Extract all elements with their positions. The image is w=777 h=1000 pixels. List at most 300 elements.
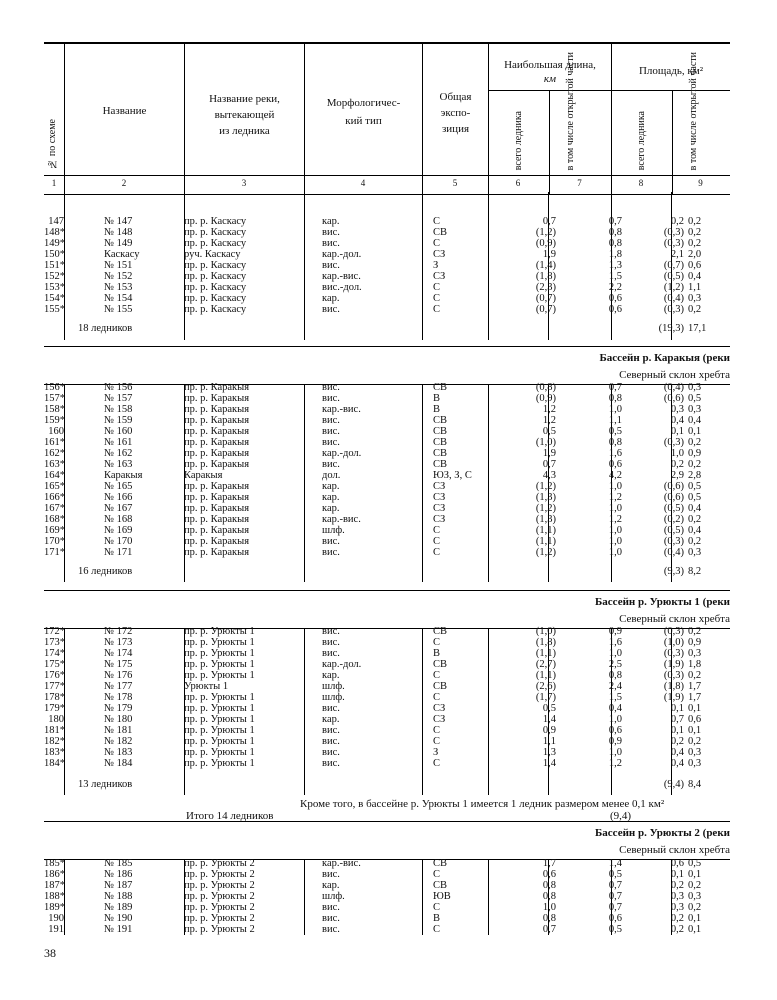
- row-number: 168*: [44, 514, 65, 525]
- exposure: С: [433, 293, 441, 304]
- length-total: (1,8): [535, 271, 556, 282]
- length-open: 1,0: [608, 536, 622, 547]
- length-total: 1,9: [542, 448, 556, 459]
- area-open: 1,7: [688, 692, 702, 703]
- length-total: 0,6: [542, 869, 556, 880]
- exposure: В: [433, 404, 441, 415]
- total-area: (19,3): [658, 323, 684, 334]
- area-open: 0,3: [688, 648, 702, 659]
- header-area-total: всего ледника: [636, 110, 647, 170]
- basin-title: Бассейн р. Урюкты 2 (реки: [595, 827, 730, 839]
- area-open: 0,9: [688, 448, 702, 459]
- length-open: 0,6: [608, 304, 622, 315]
- area-open: 1,1: [688, 282, 702, 293]
- exposure: С: [433, 692, 441, 703]
- table-row: [44, 216, 730, 227]
- glacier-name: № 155: [104, 304, 133, 315]
- length-open: 1,2: [608, 492, 622, 503]
- morph-type: кар.: [322, 492, 340, 503]
- glacier-name: № 161: [104, 437, 133, 448]
- header-exposure-line2: экспо-: [440, 107, 471, 119]
- glacier-name: № 169: [104, 525, 133, 536]
- morph-type: кар.: [322, 216, 340, 227]
- exposure: СЗ: [433, 514, 446, 525]
- exposure: СЗ: [433, 271, 446, 282]
- row-number: 156*: [44, 382, 65, 393]
- glacier-name: № 165: [104, 481, 133, 492]
- river-name: пр. р. Каскасу: [184, 260, 247, 271]
- length-open: 0,5: [608, 426, 622, 437]
- morph-type: вис.: [322, 547, 340, 558]
- basin-title: Бассейн р. Каракыя (реки: [599, 352, 730, 364]
- glacier-name: № 151: [104, 260, 133, 271]
- table-row: [44, 681, 730, 692]
- length-total: (2,7): [535, 659, 556, 670]
- exposure: З: [433, 260, 439, 271]
- length-total: 0,8: [542, 891, 556, 902]
- exposure: С: [433, 758, 441, 769]
- area-total: (1,2): [663, 282, 684, 293]
- row-number: 159*: [44, 415, 65, 426]
- length-total: (1,1): [535, 525, 556, 536]
- row-number: 189*: [44, 902, 65, 913]
- glacier-name: № 173: [104, 637, 133, 648]
- river-name: пр. р. Урюкты 2: [184, 924, 255, 935]
- river-name: пр. р. Каракыя: [184, 448, 250, 459]
- morph-type: шлф.: [322, 891, 345, 902]
- length-open: 0,7: [608, 902, 622, 913]
- length-open: 1,0: [608, 547, 622, 558]
- table-row: [44, 260, 730, 271]
- area-open: 0,3: [688, 293, 702, 304]
- length-total: (0,9): [535, 393, 556, 404]
- row-number: 191: [48, 924, 64, 935]
- exposure: СВ: [433, 437, 448, 448]
- exposure: СЗ: [433, 481, 446, 492]
- length-open: 1,2: [608, 758, 622, 769]
- row-number: 186*: [44, 869, 65, 880]
- river-name: пр. р. Каракыя: [184, 415, 250, 426]
- area-open: 0,3: [688, 758, 702, 769]
- morph-type: вис.: [322, 648, 340, 659]
- river-name: пр. р. Урюкты 2: [184, 869, 255, 880]
- morph-type: вис.: [322, 747, 340, 758]
- length-open: 0,8: [608, 670, 622, 681]
- area-total: 0,6: [670, 858, 684, 869]
- area-open: 0,2: [688, 437, 702, 448]
- river-name: пр. р. Каракыя: [184, 547, 250, 558]
- river-name: пр. р. Каскасу: [184, 282, 247, 293]
- exposure: С: [433, 536, 441, 547]
- length-total: 0,7: [542, 459, 556, 470]
- page-number: 38: [44, 946, 56, 960]
- glacier-name: № 190: [104, 913, 133, 924]
- total-label: 18 ледников: [78, 323, 133, 334]
- length-total: (1,1): [535, 670, 556, 681]
- total-area: (9,4): [663, 779, 684, 790]
- morph-type: кар.-дол.: [322, 659, 362, 670]
- row-number: 158*: [44, 404, 65, 415]
- section-rule: [44, 590, 730, 591]
- glacier-name: № 159: [104, 415, 133, 426]
- table-row: [44, 536, 730, 547]
- table-section: [44, 859, 730, 935]
- area-total: (0,3): [663, 626, 684, 637]
- length-open: 1,0: [608, 481, 622, 492]
- table-row: [44, 736, 730, 747]
- glacier-name: № 152: [104, 271, 133, 282]
- table-row: [44, 547, 730, 558]
- area-open: 0,3: [688, 747, 702, 758]
- header-name-label: Название: [102, 105, 147, 117]
- table-row: [44, 692, 730, 703]
- header-length-unit: км: [543, 73, 557, 85]
- exposure: С: [433, 902, 441, 913]
- glacier-name: № 185: [104, 858, 133, 869]
- morph-type: кар.: [322, 670, 340, 681]
- length-open: 1,0: [608, 404, 622, 415]
- glacier-name: № 160: [104, 426, 133, 437]
- header-col-number: [44, 44, 64, 194]
- glacier-name: № 153: [104, 282, 133, 293]
- area-total: (0,3): [663, 304, 684, 315]
- river-name: пр. р. Каскасу: [184, 227, 247, 238]
- length-open: 1,0: [608, 747, 622, 758]
- exposure: С: [433, 216, 441, 227]
- row-number: 165*: [44, 481, 65, 492]
- river-name: пр. р. Урюкты 1: [184, 747, 255, 758]
- length-total: (2,3): [535, 282, 556, 293]
- area-total: 0,1: [670, 725, 684, 736]
- row-number: 161*: [44, 437, 65, 448]
- morph-type: кар.: [322, 293, 340, 304]
- morph-type: вис.: [322, 924, 340, 935]
- river-name: пр. р. Каракыя: [184, 492, 250, 503]
- row-number: 174*: [44, 648, 65, 659]
- exposure: СВ: [433, 426, 448, 437]
- river-name: пр. р. Каракыя: [184, 536, 250, 547]
- table-row: [44, 758, 730, 769]
- glacier-name: № 181: [104, 725, 133, 736]
- morph-type: вис.: [322, 736, 340, 747]
- area-total: 2,1: [670, 249, 684, 260]
- area-open: 0,1: [688, 924, 702, 935]
- header-morph-line2: кий тип: [345, 115, 382, 127]
- river-name: пр. р. Урюкты 1: [184, 758, 255, 769]
- exposure: СВ: [433, 382, 448, 393]
- length-total: 1,9: [542, 249, 556, 260]
- river-name: пр. р. Урюкты 1: [184, 670, 255, 681]
- area-total: (0,4): [663, 382, 684, 393]
- table-row: [44, 714, 730, 725]
- table-row: [44, 481, 730, 492]
- length-total: 0,7: [542, 924, 556, 935]
- total-area: (9,3): [663, 566, 684, 577]
- row-number: 187*: [44, 880, 65, 891]
- area-open: 0,4: [688, 525, 702, 536]
- glacier-name: № 148: [104, 227, 133, 238]
- length-open: 1,1: [608, 415, 622, 426]
- length-open: 0,5: [608, 924, 622, 935]
- glacier-name: № 167: [104, 503, 133, 514]
- area-total: (0,3): [663, 670, 684, 681]
- area-total: 0,2: [670, 216, 684, 227]
- table-row: [44, 880, 730, 891]
- exposure: С: [433, 637, 441, 648]
- table-row: [44, 869, 730, 880]
- row-number: 172*: [44, 626, 65, 637]
- glacier-name: № 180: [104, 714, 133, 725]
- exposure: С: [433, 670, 441, 681]
- morph-type: вис.: [322, 393, 340, 404]
- area-total: 0,4: [670, 415, 684, 426]
- row-number: 173*: [44, 637, 65, 648]
- row-number: 157*: [44, 393, 65, 404]
- area-open: 0,2: [688, 736, 702, 747]
- morph-type: вис.: [322, 626, 340, 637]
- area-open: 0,5: [688, 492, 702, 503]
- area-open: 0,5: [688, 481, 702, 492]
- length-total: (0,8): [535, 382, 556, 393]
- header-col-area: [611, 44, 730, 194]
- slope-subtitle: Северный склон хребта: [619, 844, 730, 856]
- length-total: 0,7: [542, 216, 556, 227]
- row-number: 175*: [44, 659, 65, 670]
- table-row: [44, 293, 730, 304]
- row-number: 188*: [44, 891, 65, 902]
- area-total: (1,0): [663, 637, 684, 648]
- column-number: 6: [515, 178, 521, 188]
- length-total: 1,0: [542, 902, 556, 913]
- length-open: 0,4: [608, 703, 622, 714]
- header-col-name: [64, 44, 184, 194]
- exposure: СВ: [433, 858, 448, 869]
- river-name: пр. р. Каракыя: [184, 481, 250, 492]
- morph-type: вис.: [322, 227, 340, 238]
- morph-type: вис.: [322, 902, 340, 913]
- length-total: (1,3): [535, 492, 556, 503]
- table-row: [44, 902, 730, 913]
- header-length-line1: Наибольшая длина,: [504, 59, 596, 71]
- length-total: 0,8: [542, 880, 556, 891]
- exposure: С: [433, 547, 441, 558]
- morph-type: шлф.: [322, 681, 345, 692]
- river-name: пр. р. Урюкты 1: [184, 637, 255, 648]
- row-number: 181*: [44, 725, 65, 736]
- area-open: 0,4: [688, 271, 702, 282]
- area-open: 0,3: [688, 404, 702, 415]
- header-river-line2: вытекающей: [214, 109, 275, 121]
- exposure: СВ: [433, 227, 448, 238]
- glacier-name: № 157: [104, 393, 133, 404]
- length-total: 1,2: [542, 415, 556, 426]
- length-total: (1,2): [535, 547, 556, 558]
- exposure: В: [433, 913, 441, 924]
- glacier-name: № 170: [104, 536, 133, 547]
- area-open: 0,3: [688, 891, 702, 902]
- column-number: 2: [121, 178, 127, 188]
- table-row: [44, 626, 730, 637]
- row-number: 167*: [44, 503, 65, 514]
- area-total: 0,2: [670, 459, 684, 470]
- river-name: пр. р. Урюкты 1: [184, 714, 255, 725]
- area-total: 0,4: [670, 747, 684, 758]
- table-row: [44, 415, 730, 426]
- row-number: 153*: [44, 282, 65, 293]
- glacier-name: № 177: [104, 681, 133, 692]
- river-name: пр. р. Урюкты 2: [184, 880, 255, 891]
- river-name: Каракыя: [184, 470, 223, 481]
- row-number: 190: [48, 913, 64, 924]
- exposure: СВ: [433, 626, 448, 637]
- morph-type: кар.-вис.: [322, 271, 361, 282]
- area-total: (0,6): [663, 393, 684, 404]
- column-number: 9: [698, 178, 703, 188]
- morph-type: кар.: [322, 503, 340, 514]
- exposure: В: [433, 393, 441, 404]
- area-total: 0,3: [670, 404, 684, 415]
- glacier-name: № 188: [104, 891, 133, 902]
- glacier-name: № 158: [104, 404, 133, 415]
- length-total: 1,2: [542, 404, 556, 415]
- length-open: 1,2: [608, 514, 622, 525]
- exposure: СВ: [433, 880, 448, 891]
- table-row: [44, 659, 730, 670]
- length-total: 0,9: [542, 725, 556, 736]
- area-open: 1,7: [688, 681, 702, 692]
- total-label: 16 ледников: [78, 566, 133, 577]
- glacier-name: № 166: [104, 492, 133, 503]
- row-number: 155*: [44, 304, 65, 315]
- river-name: пр. р. Каракыя: [184, 393, 250, 404]
- area-total: (0,2): [663, 514, 684, 525]
- glacier-name: Каракыя: [104, 470, 143, 481]
- length-total: 0,5: [542, 426, 556, 437]
- header-exposure-line3: зиция: [441, 123, 470, 135]
- area-open: 0,3: [688, 382, 702, 393]
- area-total: (0,5): [663, 525, 684, 536]
- area-open: 0,4: [688, 503, 702, 514]
- length-open: 2,5: [608, 659, 622, 670]
- length-open: 0,8: [608, 227, 622, 238]
- river-name: пр. р. Каскасу: [184, 304, 247, 315]
- table-row: [44, 382, 730, 393]
- river-name: пр. р. Каракыя: [184, 426, 250, 437]
- length-total: (0,7): [535, 293, 556, 304]
- total-label: 13 ледников: [78, 779, 133, 790]
- river-name: пр. р. Урюкты 2: [184, 902, 255, 913]
- exposure: СВ: [433, 415, 448, 426]
- slope-subtitle: Северный склон хребта: [619, 369, 730, 381]
- basin-title: Бассейн р. Урюкты 1 (реки: [595, 596, 730, 608]
- row-number: 176*: [44, 670, 65, 681]
- table-row: [44, 437, 730, 448]
- length-open: 1,3: [608, 260, 622, 271]
- row-number: 160: [48, 426, 64, 437]
- area-total: (0,4): [663, 293, 684, 304]
- table-row: [44, 924, 730, 935]
- area-open: 0,2: [688, 238, 702, 249]
- length-total: 4,3: [542, 470, 556, 481]
- morph-type: вис.: [322, 725, 340, 736]
- morph-type: кар.-дол.: [322, 249, 362, 260]
- length-open: 0,8: [608, 393, 622, 404]
- header-col-length: [488, 44, 611, 194]
- river-name: пр. р. Каскасу: [184, 216, 247, 227]
- length-open: 1,0: [608, 525, 622, 536]
- length-open: 1,0: [608, 648, 622, 659]
- river-name: пр. р. Урюкты 1: [184, 736, 255, 747]
- area-total: 0,7: [670, 714, 684, 725]
- area-open: 0,2: [688, 626, 702, 637]
- morph-type: вис.: [322, 304, 340, 315]
- length-total: (1,8): [535, 637, 556, 648]
- length-total: (1,1): [535, 648, 556, 659]
- total-open: 8,2: [688, 566, 702, 577]
- table-row: [44, 858, 730, 869]
- table-row: [44, 448, 730, 459]
- total-open: 17,1: [688, 323, 707, 334]
- area-total: 0,1: [670, 426, 684, 437]
- morph-type: кар.-вис.: [322, 514, 361, 525]
- morph-type: вис.: [322, 869, 340, 880]
- table-row: [44, 459, 730, 470]
- glacier-name: № 184: [104, 758, 133, 769]
- river-name: пр. р. Урюкты 1: [184, 692, 255, 703]
- table-row: [44, 637, 730, 648]
- river-name: пр. р. Каскасу: [184, 271, 247, 282]
- area-total: 1,0: [670, 448, 684, 459]
- exposure: С: [433, 736, 441, 747]
- header-col-exposure: [422, 44, 488, 194]
- header-exposure-line1: Общая: [439, 91, 472, 103]
- area-open: 0,9: [688, 637, 702, 648]
- exposure: СЗ: [433, 503, 446, 514]
- column-numbers: [44, 175, 730, 192]
- header-river-line3: из ледника: [219, 125, 270, 137]
- river-name: руч. Каскасу: [184, 249, 241, 260]
- exposure: З: [433, 747, 439, 758]
- exposure: С: [433, 924, 441, 935]
- note-extra-glacier: Кроме того, в бассейне р. Урюкты 1 имеется 1 ледник размером менее 0,1 км²: [300, 798, 665, 810]
- length-open: 0,6: [608, 293, 622, 304]
- area-total: (1,9): [663, 692, 684, 703]
- area-open: 2,0: [688, 249, 702, 260]
- area-total: (1,9): [663, 659, 684, 670]
- row-number: 162*: [44, 448, 65, 459]
- column-number: 5: [452, 178, 458, 188]
- morph-type: вис.: [322, 437, 340, 448]
- morph-type: вис.: [322, 238, 340, 249]
- area-total: (0,4): [663, 547, 684, 558]
- slope-subtitle: Северный склон хребта: [619, 613, 730, 625]
- river-name: пр. р. Каракыя: [184, 525, 250, 536]
- length-total: (1,1): [535, 536, 556, 547]
- exposure: СЗ: [433, 492, 446, 503]
- row-number: 177*: [44, 681, 65, 692]
- exposure: СВ: [433, 448, 448, 459]
- row-number: 179*: [44, 703, 65, 714]
- exposure: СВ: [433, 459, 448, 470]
- area-total: 0,2: [670, 913, 684, 924]
- length-open: 1,5: [608, 271, 622, 282]
- glacier-name: № 156: [104, 382, 133, 393]
- table-row: [44, 891, 730, 902]
- length-open: 1,4: [608, 858, 622, 869]
- header-morph-line1: Морфологичес-: [326, 97, 401, 109]
- morph-type: дол.: [322, 470, 341, 481]
- length-total: (1,0): [535, 626, 556, 637]
